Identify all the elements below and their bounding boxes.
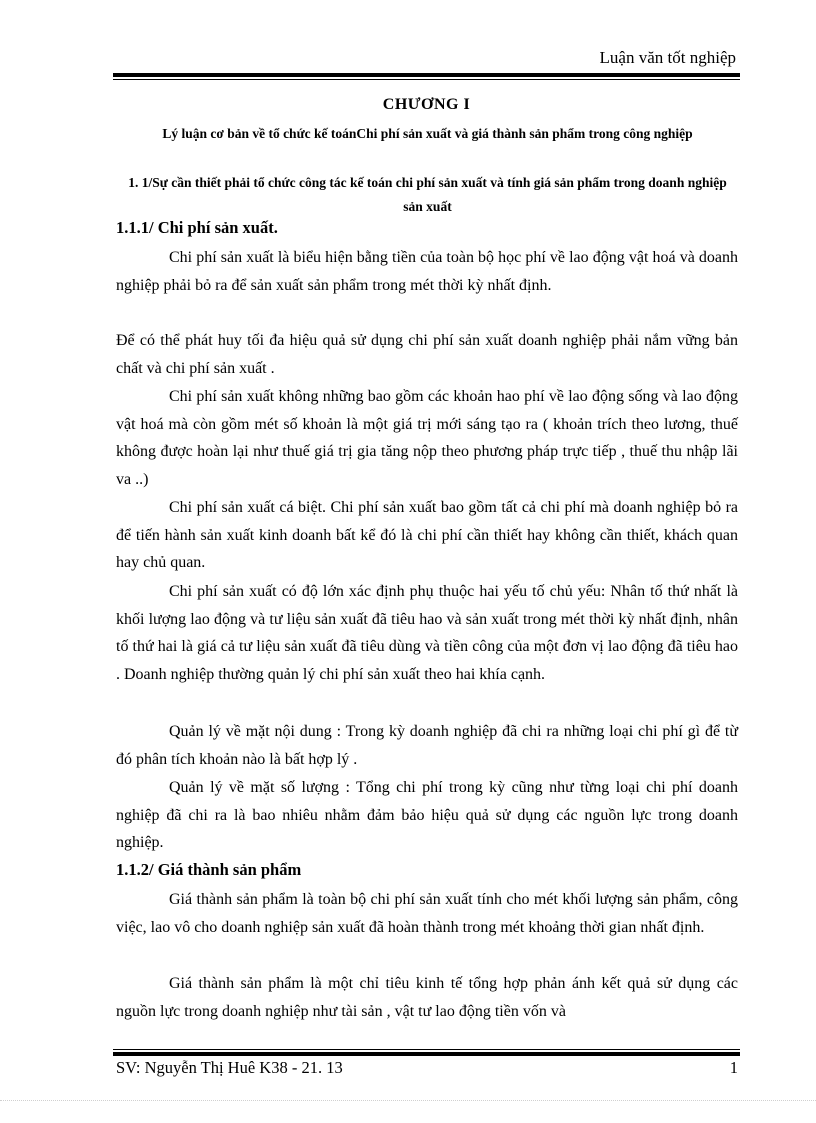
footer-author: SV: Nguyễn Thị Huê K38 - 21. 13 — [116, 1058, 343, 1077]
paragraph: Giá thành sản phẩm là toàn bộ chi phí sản xuất tính cho mét khối lượng sản phẩm, công việc, lao vô cho doanh nghiệp sản xuất đã hoàn thành trong mét khoảng thời gian nhất định. — [116, 891, 738, 936]
paragraph: Để có thể phát huy tối đa hiệu quả sử dụng chi phí sản xuất doanh nghiệp phải nắm vững bản chất và chi phí sản xuất . — [116, 332, 738, 377]
paragraph: Chi phí sản xuất cá biệt. Chi phí sản xuất bao gồm tất cả chi phí mà doanh nghiệp bỏ ra để tiến hành sản xuất kinh doanh bất kể đó là chi phí cần thiết hay không cần thiết, khách quan hay chủ quan. — [116, 499, 738, 572]
section-heading-1-1-2: 1.1.2/ Giá thành sản phẩm — [116, 860, 302, 879]
paragraph: Chi phí sản xuất là biểu hiện bằng tiền của toàn bộ học phí về lao động vật hoá và doanh nghiệp phải bỏ ra để sản xuất sản phẩm trong mét thời kỳ nhất định. — [116, 249, 738, 294]
paragraph: Quản lý về mặt số lượng : Tổng chi phí trong kỳ cũng như từng loại chi phí doanh nghiệp đã chi ra là bao nhiêu nhằm đảm bảo hiệu quả sử dụng các nguồn lực trong doanh nghiệp. — [116, 779, 738, 852]
paragraph: Giá thành sản phẩm là một chỉ tiêu kinh tế tổng hợp phản ánh kết quả sử dụng các nguồn lực trong doanh nghiệp như tài sản , vật tư lao động tiền vốn và — [116, 975, 738, 1020]
header-rule-thin — [113, 79, 740, 80]
chapter-subtitle: Lý luận cơ bản về tổ chức kế toánChi phí sản xuất và giá thành sản phẩm trong công nghiệp — [162, 126, 693, 141]
page-number: 1 — [729, 1058, 738, 1077]
header-title: Luận văn tốt nghiệp — [599, 48, 736, 67]
header-rule-thick — [113, 73, 740, 77]
footer-rule-thick — [113, 1052, 740, 1056]
paragraph: Quản lý về mặt nội dung : Trong kỳ doanh nghiệp đã chi ra những loại chi phí gì để từ đó phân tích khoản nào là bất hợp lý . — [116, 723, 738, 768]
page-edge-divider — [0, 1100, 816, 1101]
paragraph: Chi phí sản xuất có độ lớn xác định phụ thuộc hai yếu tố chủ yếu: Nhân tố thứ nhất là khối lượng lao động và tư liệu sản xuất đã tiêu hao và sản xuất trong mét thời kỳ nhất định, nhân tố thứ hai là giá cả tư liệu sản xuất đã tiêu dùng và tiền công của một đơn vị lao động đã tiêu hao . Doanh nghiệp thường quản lý chi phí sản xuất theo hai khía cạnh. — [116, 583, 738, 683]
chapter-title: CHƯƠNG I — [382, 96, 471, 113]
paragraph: Chi phí sản xuất không những bao gồm các khoản hao phí về lao động sống và lao động vật hoá mà còn gồm mét số khoản là một giá trị mới sáng tạo ra ( khoản trích theo lương, thuế không được hoàn lại như thuế giá trị gia tăng nộp theo phương pháp trực tiếp , thuế thu nhập lãi va ..) — [116, 388, 738, 488]
footer-rule-thin — [113, 1049, 740, 1050]
section-title: 1. 1/Sự cần thiết phải tổ chức công tác kế toán chi phí sản xuất và tính giá sản phẩm trong doanh nghiệp sản xuất — [128, 175, 727, 214]
section-heading-1-1-1: 1.1.1/ Chi phí sản xuất. — [116, 218, 278, 237]
